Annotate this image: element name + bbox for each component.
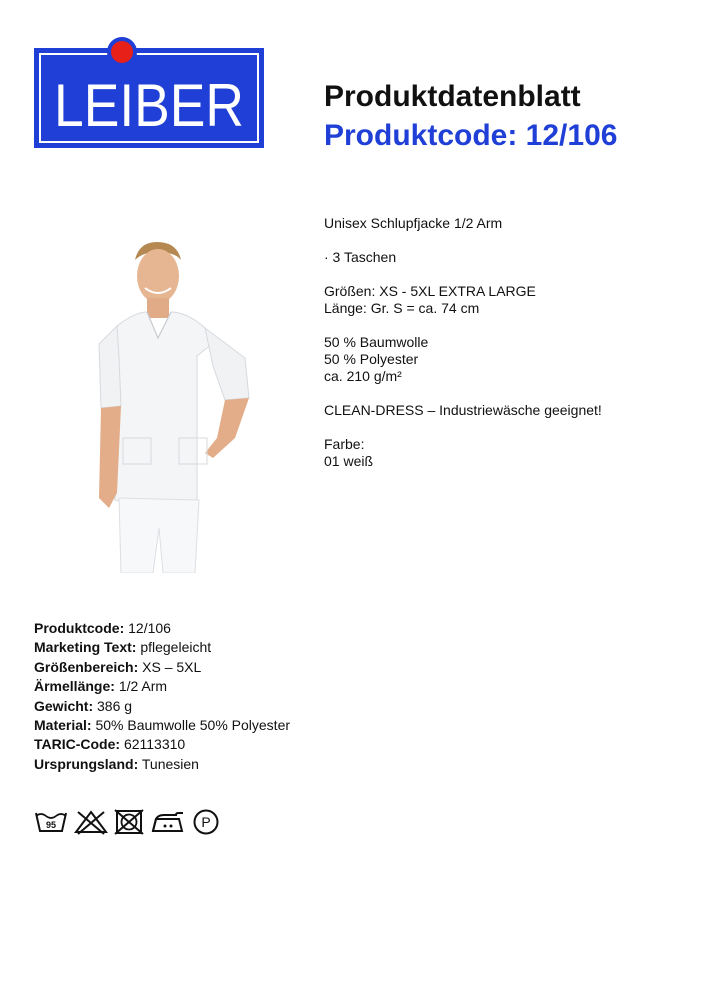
description-spacer (324, 317, 694, 334)
spec-value: 62113310 (123, 736, 186, 753)
spec-label: Produktcode: (34, 620, 125, 636)
description-line: · 3 Taschen (324, 249, 397, 265)
description-line: Größen: XS - 5XL EXTRA LARGE (324, 283, 536, 299)
spec-value: pflegeleicht (140, 639, 212, 656)
description-spacer (324, 385, 694, 402)
dry-clean-p-icon (192, 808, 220, 836)
spec-row (34, 735, 290, 754)
description-line: 01 weiß (324, 453, 374, 469)
description-line: Farbe: (324, 436, 365, 452)
description-line: 50 % Baumwolle (324, 334, 429, 350)
logo-text: LEIBER (54, 72, 244, 139)
no-tumble-dry-icon (114, 809, 144, 835)
spec-label: TARIC-Code: (34, 736, 121, 753)
spec-value: 12/106 (128, 620, 171, 636)
care-symbols (34, 806, 220, 838)
product-specs (34, 619, 290, 774)
iron-two-dots-icon (150, 809, 186, 835)
spec-row (34, 619, 290, 638)
description-line: Unisex Schlupfjacke 1/2 Arm (324, 215, 503, 231)
description-line: 50 % Polyester (324, 351, 419, 367)
spec-row (34, 716, 290, 735)
description-spacer (324, 266, 694, 283)
wash-temp: 95 (45, 820, 57, 830)
spec-row (34, 658, 290, 677)
page-title: Produktdatenblatt (324, 80, 581, 113)
description-line: CLEAN-DRESS – Industriewäsche geeignet! (324, 402, 602, 418)
spec-label: Material: (34, 717, 92, 734)
spec-row (34, 677, 290, 696)
spec-value: 386 g (97, 697, 133, 714)
spec-label: Ursprungsland: (34, 755, 139, 772)
product-photo (95, 238, 260, 573)
spec-value: 50% Baumwolle 50% Polyester (95, 717, 291, 734)
spec-value: XS – 5XL (142, 658, 202, 675)
spec-row (34, 755, 290, 774)
spec-value: Tunesien (141, 755, 199, 772)
dry-clean-letter: P (201, 814, 211, 830)
spec-value: 1/2 Arm (118, 678, 168, 695)
description-spacer (324, 232, 694, 249)
description-line: Länge: Gr. S = ca. 74 cm (324, 300, 480, 316)
leiber-logo (34, 36, 264, 148)
product-code-title: Produktcode: 12/106 (324, 119, 618, 152)
spec-row (34, 697, 290, 716)
spec-label: Marketing Text: (34, 639, 137, 656)
product-description (324, 215, 694, 470)
spec-row (34, 638, 290, 657)
wash-95-icon (34, 809, 68, 835)
description-spacer (324, 419, 694, 436)
spec-label: Größenbereich: (34, 658, 139, 675)
spec-label: Ärmellänge: (34, 678, 115, 695)
spec-label: Gewicht: (34, 697, 94, 714)
no-bleach-icon (74, 809, 108, 835)
description-line: ca. 210 g/m² (324, 368, 402, 384)
